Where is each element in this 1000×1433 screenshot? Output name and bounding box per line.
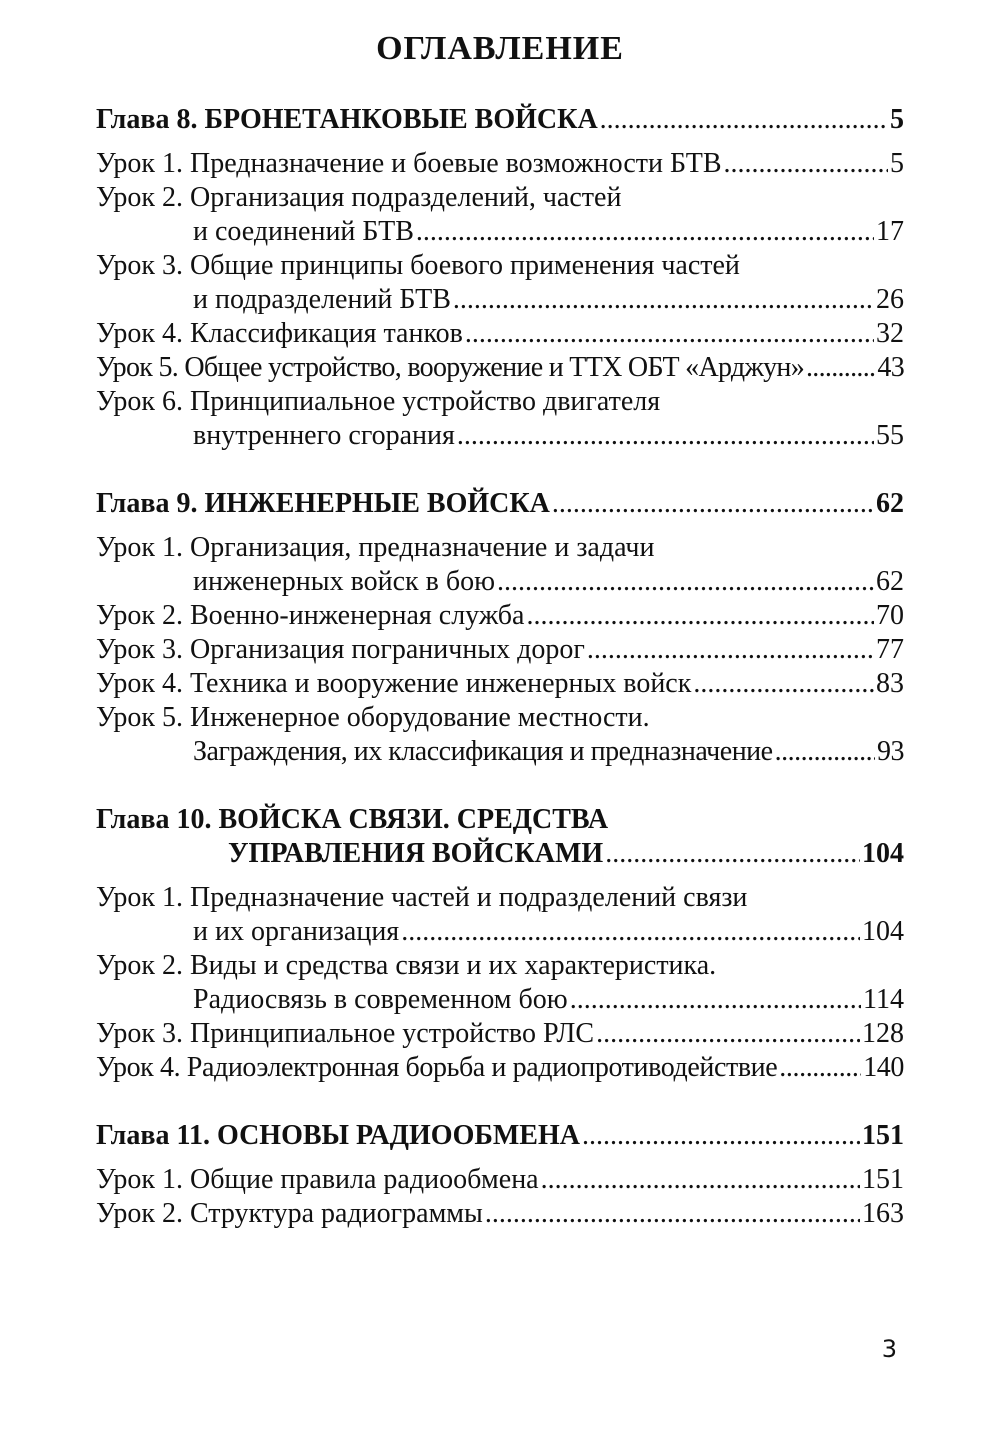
leader-dots: [600, 103, 888, 137]
page-number: 83: [876, 668, 904, 699]
page-number: 93: [877, 736, 904, 767]
page-number: 5: [890, 104, 904, 135]
table-of-contents: [96, 103, 904, 1231]
lesson-entry[interactable]: [96, 147, 904, 181]
leader-dots: [453, 283, 874, 317]
page-number: 77: [876, 634, 904, 665]
chapter-title-cont: УПРАВЛЕНИЯ ВОЙСКАМИ: [228, 838, 604, 869]
leader-dots: [775, 735, 875, 769]
chapter-title: Глава 11. ОСНОВЫ РАДИООБМЕНА: [96, 1120, 580, 1151]
page-number: 62: [876, 488, 904, 519]
lesson-entry[interactable]: [96, 599, 904, 633]
lesson-entry[interactable]: [96, 249, 904, 317]
page-number: 70: [876, 600, 904, 631]
lesson-title: Урок 3. Общие принципы боевого применения частей: [96, 250, 740, 281]
chapter-10-heading[interactable]: [96, 803, 904, 871]
lesson-entry[interactable]: [96, 701, 904, 769]
page-number: 128: [862, 1018, 904, 1049]
lesson-title: Урок 2. Структура радиограммы: [96, 1198, 483, 1229]
lesson-title: Урок 5. Общее устройство, вооружение и ТТХ ОБТ «Арджун»: [96, 352, 804, 383]
lesson-title-cont: и подразделений БТВ: [193, 284, 451, 315]
chapter-8-heading[interactable]: [96, 103, 904, 137]
leader-dots: [596, 1017, 860, 1051]
lesson-entry[interactable]: [96, 881, 904, 949]
leader-dots: [457, 419, 874, 453]
lesson-title: Урок 4. Радиоэлектронная борьба и радиопротиводействие: [96, 1052, 778, 1083]
page-number: 62: [876, 566, 904, 597]
lesson-entry[interactable]: [96, 351, 904, 385]
lesson-entry[interactable]: [96, 181, 904, 249]
chapter-11-heading[interactable]: [96, 1119, 904, 1153]
leader-dots: [693, 667, 874, 701]
page-number: 26: [876, 284, 904, 315]
page-folio: 3: [881, 1335, 897, 1363]
chapter-9-heading[interactable]: [96, 487, 904, 521]
lesson-title: Урок 6. Принципиальное устройство двигателя: [96, 386, 661, 417]
chapter-title: Глава 10. ВОЙСКА СВЯЗИ. СРЕДСТВА: [96, 804, 609, 835]
leader-dots: [541, 1163, 860, 1197]
chapter-title: Глава 9. ИНЖЕНЕРНЫЕ ВОЙСКА: [96, 488, 550, 519]
lesson-title-cont: и их организация: [193, 916, 400, 947]
lesson-entry[interactable]: [96, 531, 904, 599]
lesson-title-cont: внутреннего сгорания: [193, 420, 455, 451]
chapter-title: Глава 8. БРОНЕТАНКОВЫЕ ВОЙСКА: [96, 104, 598, 135]
leader-dots: [587, 633, 874, 667]
page-number: 114: [863, 984, 904, 1015]
lesson-entry[interactable]: [96, 1163, 904, 1197]
leader-dots: [416, 215, 874, 249]
lesson-title: Урок 5. Инженерное оборудование местности.: [96, 702, 650, 733]
lesson-title-cont: Радиосвязь в современном бою: [193, 984, 568, 1015]
leader-dots: [779, 1051, 861, 1085]
leader-dots: [401, 915, 860, 949]
leader-dots: [552, 487, 874, 521]
leader-dots: [806, 351, 875, 385]
lesson-entry[interactable]: [96, 385, 904, 453]
page-number: 55: [876, 420, 904, 451]
page-number: 163: [862, 1198, 904, 1229]
leader-dots: [605, 837, 860, 871]
lesson-entry[interactable]: [96, 667, 904, 701]
leader-dots: [465, 317, 874, 351]
lesson-entry[interactable]: [96, 1197, 904, 1231]
lesson-title: Урок 2. Виды и средства связи и их характеристика.: [96, 950, 717, 981]
page-number: 32: [876, 318, 904, 349]
page-number: 17: [876, 216, 904, 247]
lesson-title: Урок 1. Общие правила радиообмена: [96, 1164, 539, 1195]
page-number: 104: [862, 916, 904, 947]
page-number: 43: [877, 352, 904, 383]
page-number: 140: [863, 1052, 904, 1083]
lesson-title: Урок 3. Организация пограничных дорог: [96, 634, 585, 665]
lesson-title-cont: и соединений БТВ: [193, 216, 414, 247]
page-number: 151: [862, 1120, 904, 1151]
page-title: ОГЛАВЛЕНИЕ: [376, 30, 624, 67]
page-number: 5: [890, 148, 904, 179]
leader-dots: [485, 1197, 860, 1231]
leader-dots: [582, 1119, 860, 1153]
lesson-title: Урок 1. Предназначение и боевые возможности БТВ: [96, 148, 722, 179]
lesson-title: Урок 3. Принципиальное устройство РЛС: [96, 1018, 595, 1049]
lesson-title: Урок 4. Классификация танков: [96, 318, 463, 349]
lesson-entry[interactable]: [96, 1017, 904, 1051]
leader-dots: [570, 983, 861, 1017]
leader-dots: [526, 599, 874, 633]
lesson-title: Урок 1. Предназначение частей и подразделений связи: [96, 882, 748, 913]
lesson-title-cont: Заграждения, их классификация и предназначение: [193, 736, 773, 767]
lesson-title: Урок 4. Техника и вооружение инженерных войск: [96, 668, 692, 699]
lesson-entry[interactable]: [96, 317, 904, 351]
lesson-entry[interactable]: [96, 1051, 904, 1085]
lesson-title: Урок 2. Военно-инженерная служба: [96, 600, 525, 631]
lesson-title: Урок 1. Организация, предназначение и задачи: [96, 532, 655, 563]
lesson-title: Урок 2. Организация подразделений, частей: [96, 182, 622, 213]
lesson-entry[interactable]: [96, 949, 904, 1017]
page-number: 151: [862, 1164, 904, 1195]
leader-dots: [724, 147, 888, 181]
leader-dots: [497, 565, 874, 599]
lesson-entry[interactable]: [96, 633, 904, 667]
lesson-title-cont: инженерных войск в бою: [193, 566, 496, 597]
page-number: 104: [862, 838, 904, 869]
